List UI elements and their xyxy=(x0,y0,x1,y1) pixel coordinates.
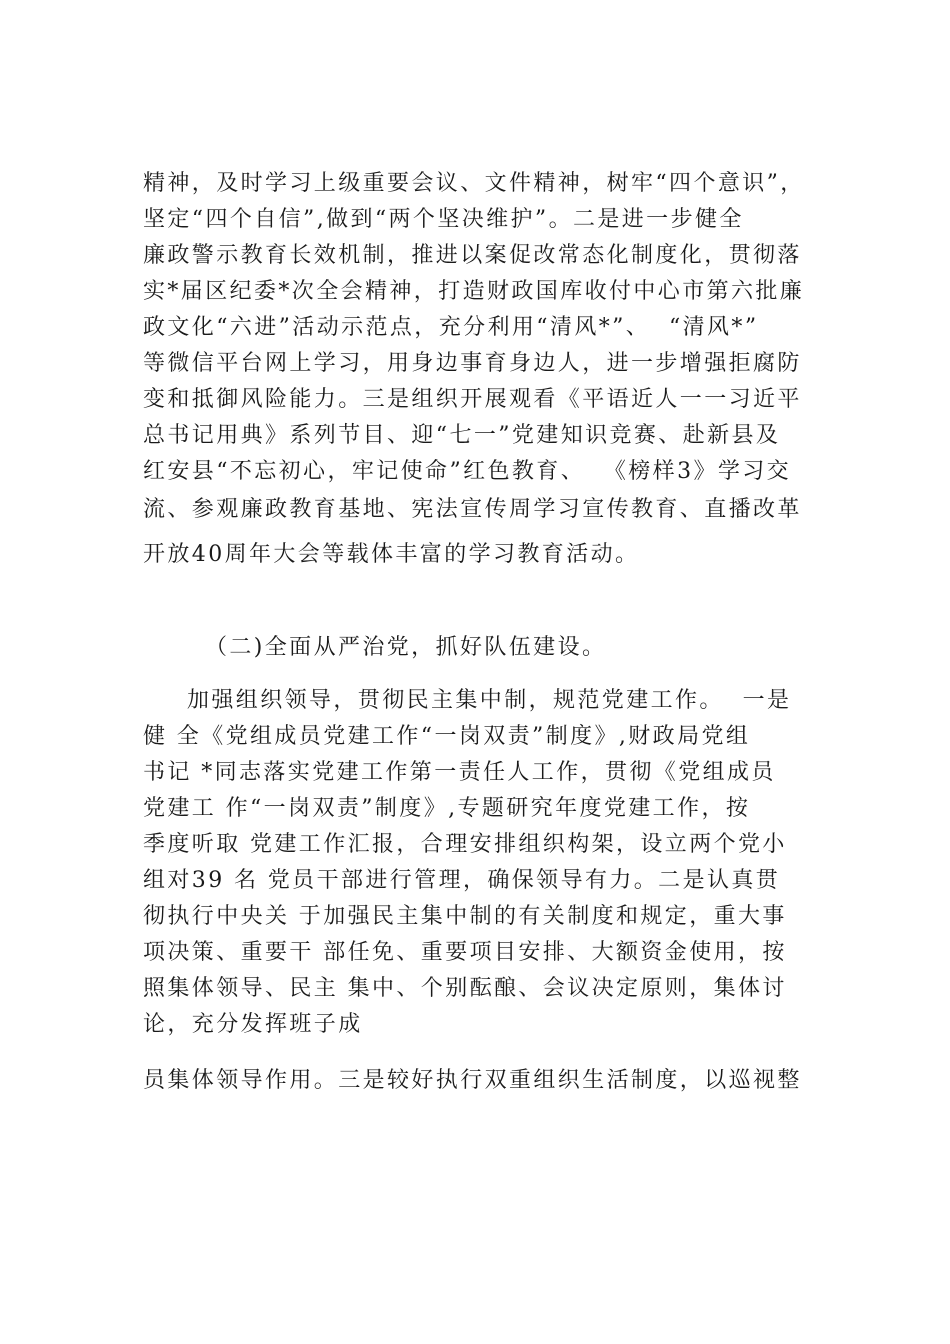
text-line: 政文化“六进”活动示范点，充分利用“清风*”、 “清风*” xyxy=(143,315,759,340)
text-line: 实*届区纪委*次全会精神，打造财政国库收付中心市第六批廉 xyxy=(143,279,805,304)
text-line: 彻执行中央关 于加强民主集中制的有关制度和规定，重大事 xyxy=(143,904,787,929)
text-line: 总书记用典》系列节目、迎“七一”党建知识竞赛、赴新县及 xyxy=(143,423,781,448)
text-line: 等微信平台网上学习，用身边事育身边人，进一步增强拒腐防 xyxy=(143,351,802,376)
text-line: 廉政警示教育长效机制，推进以案促改常态化制度化，贯彻落 xyxy=(143,243,802,268)
text-line: 员集体领导作用。三是较好执行双重组织生活制度，以巡视整 xyxy=(143,1068,802,1093)
text-line: 坚定“四个自信”,做到“两个坚决维护”。二是进一步健全 xyxy=(143,207,744,232)
text-line: 论，充分发挥班子成 xyxy=(143,1012,363,1037)
text-line: 红安县“不忘初心，牢记使命”红色教育、 《榜样3》学习交 xyxy=(143,459,792,484)
text-line: 精神，及时学习上级重要会议、文件精神，树牢“四个意识”， xyxy=(143,171,805,196)
text-line: 组对39 名 党员干部进行管理，确保领导有力。二是认真贯 xyxy=(143,868,781,893)
text-line: 项决策、重要干 部任免、重要项目安排、大额资金使用，按 xyxy=(143,940,787,965)
text-line: 变和抵御风险能力。三是组织开展观看《平语近人一一习近平 xyxy=(143,387,802,412)
section-heading: （二)全面从严治党，抓好队伍建设。 xyxy=(205,635,607,660)
paragraph-first-line: 加强组织领导，贯彻民主集中制，规范党建工作。 一是 xyxy=(187,688,792,713)
text-line: 流、参观廉政教育基地、宪法宣传周学习宣传教育、直播改革 xyxy=(143,497,802,522)
text-line: 开放40周年大会等载体丰富的学习教育活动。 xyxy=(143,542,640,567)
text-line: 健 全《党组成员党建工作“一岗双责”制度》,财政局党组 xyxy=(143,724,751,749)
text-line: 党建工 作“一岗双责”制度》,专题研究年度党建工作，按 xyxy=(143,796,751,821)
text-line: 季度听取 党建工作汇报，合理安排组织构架，设立两个党小 xyxy=(143,832,787,857)
text-line: 书记 *同志落实党建工作第一责任人工作，贯彻《党组成员 xyxy=(143,760,776,785)
text-line: 照集体领导、民主 集中、个别酝酿、会议决定原则，集体讨 xyxy=(143,976,787,1001)
